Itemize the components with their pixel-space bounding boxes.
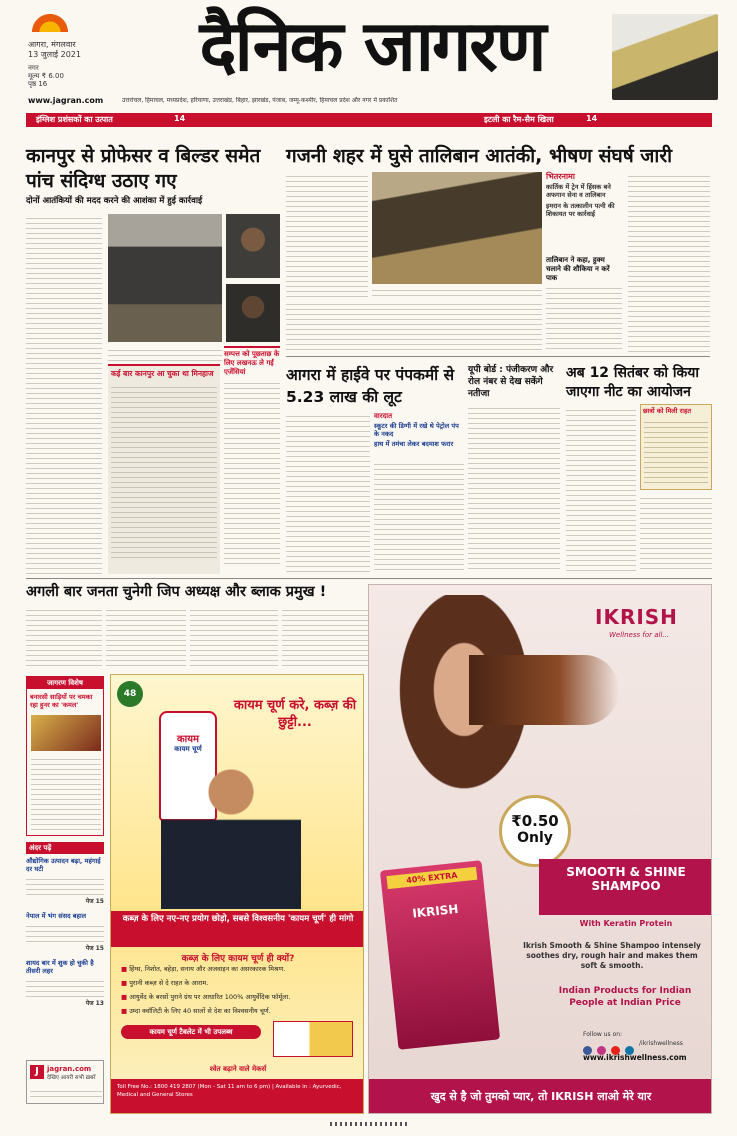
lead-body-col2 bbox=[108, 346, 222, 362]
ad-ikrish-tagline: Wellness for all... bbox=[609, 631, 670, 639]
lead-side-box bbox=[108, 364, 220, 574]
ad-kayam-point-1-text: हिंग्स, निशोत, बहेड़ा, सनाय और अजवाइन का असरकारक मिश्रण. bbox=[129, 965, 286, 973]
lead-subhead: दोनों आतंकियों की मदद करने की आशंका में हुई कार्रवाई bbox=[26, 196, 203, 206]
ad-ikrish-made: Indian Products for Indian People at Indian Price bbox=[558, 986, 692, 1008]
agra-hw-bullet2: हाथ में तमंचा लेकर बदमाश फरार bbox=[374, 440, 454, 448]
ad-ikrish-price: ₹0.50 bbox=[511, 812, 559, 830]
masthead-pages: पृष्ठ 16 bbox=[28, 80, 48, 88]
andar-box bbox=[26, 842, 104, 1052]
ad-kayam-years-badge: 48 bbox=[117, 681, 143, 707]
ad-kayam-point-3-text: आयुर्वेद के बरसों पुराने ग्रंथ पर आधारित 100% आयुर्वेदिक फॉर्मूला. bbox=[129, 993, 291, 1001]
ad-ikrish-sachet bbox=[380, 860, 500, 1050]
andar-item1-page: पेज 15 bbox=[85, 898, 104, 905]
masthead-date-line2: 13 जुलाई 2021 bbox=[28, 50, 81, 59]
neet-body-col2 bbox=[640, 494, 712, 572]
masthead-brand: दैनिक जागरण bbox=[199, 4, 545, 87]
ghazni-body-col1 bbox=[286, 172, 368, 302]
ad-ikrish-slogan: खुद से है जो तुमको प्यार, तो IKRISH लाओ मेरे यार bbox=[369, 1079, 712, 1114]
masthead-edition: नगर bbox=[28, 64, 39, 72]
andar-item3-page: पेज 13 bbox=[85, 1000, 104, 1007]
jagran-promo-site: jagran.com bbox=[47, 1065, 92, 1073]
agra-hw-headline[interactable]: आगरा में हाईवे पर पंपकर्मी से 5.23 लाख की लूट bbox=[286, 366, 455, 406]
ad-ikrish-extra: 40% EXTRA bbox=[386, 867, 477, 889]
ad-kayam-bottle-label: कायम bbox=[176, 734, 200, 745]
neet-headline[interactable]: अब 12 सितंबर को किया जाएगा नीट का आयोजन bbox=[566, 365, 699, 400]
checkbox-icon: ■ bbox=[121, 1007, 130, 1015]
block-pramukh-col1 bbox=[26, 606, 102, 666]
ad-kayam-model bbox=[161, 759, 301, 909]
lead-headline[interactable]: कानपुर से प्रोफेसर व बिल्डर समेत पांच संदिग्ध उठाए गए bbox=[26, 145, 261, 192]
ad-kayam-point-4-text: उम्दा क्वॉलिटी के लिए 40 सालों से देश का विश्वसनीय चूर्ण. bbox=[129, 1007, 271, 1015]
up-board-body bbox=[468, 404, 560, 572]
checkbox-icon: ■ bbox=[121, 993, 130, 1001]
ad-ikrish-price-word: Only bbox=[517, 830, 553, 846]
ghazni-right-col bbox=[628, 172, 710, 352]
block-pramukh-headline[interactable]: अगली बार जनता चुनेगी जिप अध्यक्ष और ब्लाक प्रमुख ! bbox=[26, 584, 327, 600]
ad-kayam-point-2-text: पुरानी कब्ज़ से दे राहत के आराम. bbox=[129, 979, 209, 987]
jagran-vishesh-box bbox=[26, 676, 104, 836]
jagran-vishesh-photo bbox=[31, 715, 101, 751]
ad-kayam-red-band: कब्ज़ के लिए नए-नए प्रयोग छोड़ो, सबसे विश्वसनीय 'कायम चूर्ण' ही मांगो bbox=[111, 911, 364, 947]
jagran-promo[interactable] bbox=[26, 1060, 104, 1104]
neet-box-body bbox=[644, 418, 708, 484]
taliban-side-head[interactable]: तालिबान ने कहा, हुक्म चलाने की शौकिया न करें पाक bbox=[546, 256, 610, 282]
ad-ikrish-sachet-brand: IKRISH bbox=[411, 901, 460, 921]
lead-side-box2 bbox=[224, 346, 280, 574]
andar-item3-head[interactable]: शायद बार में शुक हो चुकी है तीसरी लहर bbox=[26, 959, 94, 975]
andar-item2-head[interactable]: नेपाल में भंग संसद बहाल bbox=[26, 912, 87, 920]
ad-kayam-point-3 bbox=[121, 993, 359, 1001]
ghazni-photo bbox=[372, 172, 542, 284]
ad-ikrish-hair bbox=[469, 655, 619, 725]
checkbox-icon: ■ bbox=[121, 979, 130, 987]
block-pramukh-col2 bbox=[106, 606, 186, 666]
jagran-vishesh-head[interactable]: बनारसी साड़ियों पर चमका रहा हुनर का 'कमल' bbox=[30, 693, 93, 709]
neet-box-head: छात्रों को मिली राहत bbox=[643, 407, 692, 415]
lead-side-box2-body bbox=[224, 379, 280, 565]
block-pramukh-col3 bbox=[190, 606, 278, 666]
lead-side-box2-head: सम्पत्त को पूछताछ के लिए लखनऊ ले गईं एजेंसियां bbox=[224, 350, 280, 376]
checkbox-icon: ■ bbox=[121, 965, 130, 973]
lead-photo-portrait2 bbox=[226, 284, 280, 342]
neet-body-col1 bbox=[566, 406, 636, 572]
jagran-promo-sub: देखिए आयरी सभी ख़बरें bbox=[47, 1075, 96, 1081]
ad-kayam-point-4 bbox=[121, 1007, 359, 1015]
lead-side-box-head: कई बार कानपुर आ चुका था मिनहाज bbox=[111, 369, 214, 378]
masthead-date-line1: आगरा, मंगलवार bbox=[28, 40, 76, 49]
agra-hw-bullet1: स्कूटर की डिग्गी में रखे थे पेट्रोल पंप के नकद bbox=[374, 422, 459, 438]
social-icons[interactable] bbox=[583, 1040, 643, 1050]
jagran-promo-body bbox=[30, 1087, 102, 1101]
jagran-vishesh-label: जागरण विशेष bbox=[27, 677, 103, 689]
ad-ikrish-logo: IKRISH bbox=[595, 605, 678, 629]
agra-hw-badge: वारदात bbox=[374, 412, 393, 420]
teaser-right-page: 14 bbox=[586, 114, 598, 123]
lead-photo-building bbox=[108, 214, 222, 342]
andar-item3-body bbox=[26, 977, 104, 999]
page-footer-dots bbox=[330, 1122, 410, 1126]
masthead-cities: उत्तरांचल, हिमाचल, मध्यप्रदेश, हरियाणा, उत्तराखंड, बिहार, झारखंड, पंजाब, जम्मू-कश्मीर, हिमाचल प्रदेश और नगर में प्रकाशित bbox=[122, 97, 398, 104]
ad-ikrish-follow: Follow us on: bbox=[583, 1031, 623, 1038]
lead-photo-portrait1 bbox=[226, 214, 280, 278]
lead-side-box-body bbox=[111, 383, 217, 561]
masthead-site[interactable]: www.jagran.com bbox=[28, 96, 104, 105]
ad-kayam-point-1 bbox=[121, 965, 359, 973]
ghazni-headline[interactable]: गजनी शहर में घुसे तालिबान आतंकी, भीषण संघर्ष जारी bbox=[286, 145, 673, 167]
ad-kayam-point-2 bbox=[121, 979, 359, 987]
andar-item1-body bbox=[26, 875, 104, 897]
andar-item2-page: पेज 15 bbox=[85, 945, 104, 952]
ghazni-body-col2 bbox=[286, 300, 542, 352]
up-board-headline[interactable]: यूपी बोर्ड : पंजीकरण और रोल नंबर से देख सकेंगे नतीजा bbox=[468, 365, 554, 399]
bhitarnama-box bbox=[546, 172, 622, 252]
teaser-bar bbox=[26, 113, 712, 127]
ad-ikrish-copy: Ikrish Smooth & Shine Shampoo intensely soothes dry, rough hair and makes them soft & smooth. bbox=[523, 941, 701, 970]
ad-kayam-why: कब्ज़ के लिए कायम चूर्ण ही क्यों? bbox=[181, 954, 295, 964]
masthead-price: मूल्य ₹ 6.00 bbox=[28, 72, 64, 80]
bhitarnama-item1[interactable]: कार्तिक में ट्रेन में हिंसक बने अफगान सेना व तालिबान bbox=[546, 183, 611, 199]
trophy-player-photo bbox=[612, 14, 718, 100]
ad-ikrish-site[interactable]: www.ikrishwellness.com bbox=[583, 1053, 687, 1062]
andar-item1-head[interactable]: औद्योगिक उत्पादन बढ़ा, महंगाई दर घटी bbox=[26, 857, 101, 873]
ad-ikrish-handle: /ikrishwellness bbox=[639, 1040, 683, 1047]
agra-hw-body-col1 bbox=[286, 412, 370, 572]
jagran-vishesh-body bbox=[31, 755, 101, 831]
sun-logo-icon bbox=[30, 10, 70, 32]
divider-top bbox=[286, 356, 710, 357]
agra-hw-body-col2 bbox=[374, 460, 464, 572]
block-pramukh-col4 bbox=[282, 606, 368, 666]
teaser-left[interactable]: इंग्लिश प्रशंसकों का उत्पात bbox=[36, 115, 113, 124]
teaser-right[interactable]: इटली का रैम-सैम खिला bbox=[484, 115, 554, 124]
ad-kayam-tablet: कायम चूर्ण टैबलेट में भी उपलब्ध bbox=[121, 1025, 261, 1039]
bhitarnama-item2[interactable]: इमरान के तत्कालीन पत्नी की शिकायत पर कार्रवाई bbox=[546, 202, 615, 218]
ad-ikrish-product-sub: With Keratin Protein bbox=[579, 919, 673, 928]
taliban-side-body bbox=[546, 284, 622, 352]
jagran-promo-logo-icon: J bbox=[30, 1065, 44, 1079]
ghazni-caption bbox=[372, 286, 542, 296]
andar-label: अंदर पढ़ें bbox=[26, 842, 104, 854]
ad-kayam-footer: Toll Free No.: 1800 419 2807 (Mon - Sat 11 am to 6 pm) | Available in : Ayurvedic, Medical and General Stores bbox=[111, 1079, 364, 1114]
ad-kayam-tablet-pack bbox=[273, 1021, 353, 1057]
divider-mid bbox=[26, 578, 712, 579]
bhitarnama-label: भितरनामा bbox=[546, 172, 575, 181]
ad-ikrish-product: SMOOTH & SHINE SHAMPOO bbox=[566, 865, 686, 893]
masthead bbox=[0, 0, 737, 112]
neet-box bbox=[640, 404, 712, 490]
andar-item2-body bbox=[26, 922, 104, 944]
lead-body-col1 bbox=[26, 214, 102, 574]
ad-ikrish-price-circle bbox=[499, 795, 571, 867]
teaser-left-page: 14 bbox=[174, 114, 186, 123]
ad-kayam-headline: कायम चूर्ण करे, कब्ज़ की छुट्टी... bbox=[233, 698, 357, 730]
ad-kayam-bottle-sub: कायम चूर्ण bbox=[174, 745, 202, 753]
ad-ikrish-product-band bbox=[539, 859, 712, 915]
ad-kayam-maker: श्वेत बढ़ाने वाले मेकर्स bbox=[209, 1065, 267, 1073]
ad-ikrish[interactable] bbox=[368, 584, 712, 1114]
ad-kayam[interactable] bbox=[110, 674, 364, 1114]
